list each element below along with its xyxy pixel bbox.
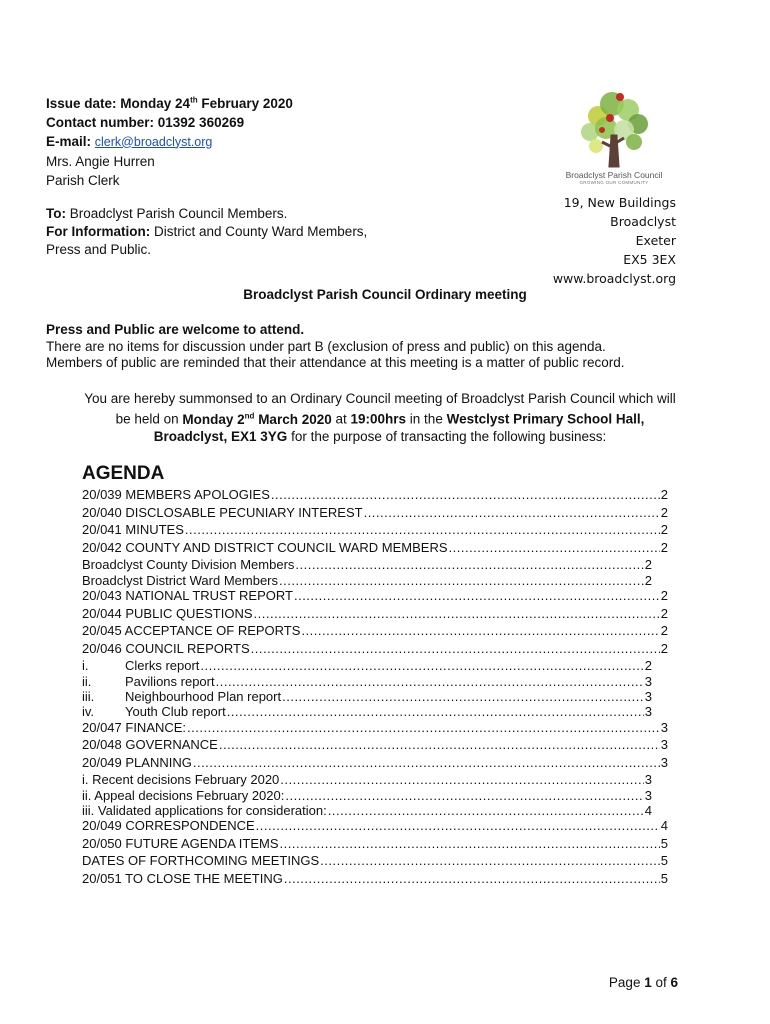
- page-number: Page 1 of 6: [608, 975, 678, 990]
- info-line: For Information: District and County Ward Members,: [46, 224, 368, 239]
- agenda-subitem[interactable]: iii. Validated applications for consideration: ..... 4: [82, 803, 652, 818]
- agenda-subitem[interactable]: iii. Neighbourhood Plan report ..... 3: [82, 689, 652, 704]
- agenda-item[interactable]: 20/049 PLANNING ..... 3: [82, 755, 668, 773]
- tree-trunk-icon: [602, 136, 624, 166]
- press-notice: [46, 322, 625, 372]
- clerk-title: Parish Clerk: [46, 172, 120, 188]
- agenda-item[interactable]: 20/044 PUBLIC QUESTIONS ..... 2: [82, 606, 668, 624]
- recipients: [46, 205, 367, 259]
- agenda-item[interactable]: 20/043 NATIONAL TRUST REPORT ..... 2: [82, 588, 668, 606]
- address-line: 19, New Buildings: [563, 195, 676, 210]
- press-welcome: Press and Public are welcome to attend.: [46, 322, 305, 337]
- agenda-item[interactable]: Broadclyst County Division Members ..... 2: [82, 557, 652, 572]
- meeting-title: Broadclyst Parish Council Ordinary meeting: [243, 287, 527, 302]
- agenda-item[interactable]: 20/047 FINANCE: ..... 3: [82, 720, 668, 738]
- agenda-list: [82, 487, 668, 889]
- agenda-subitem[interactable]: iv. Youth Club report ..... 3: [82, 704, 652, 719]
- agenda-item[interactable]: 20/051 TO CLOSE THE MEETING ..... 5: [82, 871, 668, 889]
- logo-tagline: GROWING OUR COMMUNITY: [579, 180, 649, 185]
- agenda-item[interactable]: Broadclyst District Ward Members ..... 2: [82, 573, 652, 588]
- address-line: Broadclyst: [610, 214, 676, 229]
- address-line: Exeter: [635, 233, 676, 248]
- to-line: To: Broadclyst Parish Council Members.: [46, 206, 288, 221]
- council-address: [553, 193, 676, 288]
- issue-date: Issue date: Monday 24th February 2020: [46, 95, 293, 111]
- summons-line: Broadclyst, EX1 3YG for the purpose of transacting the following business:: [153, 428, 607, 444]
- website[interactable]: www.broadclyst.org: [552, 271, 676, 286]
- email: E-mail: clerk@broadclyst.org: [46, 133, 213, 149]
- summons-line: You are hereby summonsed to an Ordinary Council meeting of Broadclyst Parish Council which will: [84, 391, 676, 406]
- agenda-item[interactable]: 20/048 GOVERNANCE ..... 3: [82, 737, 668, 755]
- clerk-name: Mrs. Angie Hurren: [46, 153, 155, 169]
- summons-line: be held on Monday 2nd March 2020 at 19:00hrs in the Westclyst Primary School Hall,: [115, 411, 645, 427]
- agenda-item[interactable]: 20/040 DISCLOSABLE PECUNIARY INTEREST ..... 2: [82, 505, 668, 523]
- agenda-item[interactable]: 20/045 ACCEPTANCE OF REPORTS ..... 2: [82, 623, 668, 641]
- email-link[interactable]: clerk@broadclyst.org: [94, 134, 213, 149]
- agenda-item[interactable]: 20/050 FUTURE AGENDA ITEMS ..... 5: [82, 836, 668, 854]
- press-line: Members of public are reminded that their attendance at this meeting is a matter of public record.: [46, 355, 625, 370]
- agenda-subitem[interactable]: ii. Pavilions report ..... 3: [82, 674, 652, 689]
- agenda-item[interactable]: 20/049 CORRESPONDENCE ..... 4: [82, 818, 668, 836]
- agenda-item[interactable]: 20/046 COUNCIL REPORTS ..... 2: [82, 641, 668, 659]
- agenda-heading: AGENDA: [82, 463, 165, 484]
- contact-number: Contact number: 01392 360269: [46, 114, 245, 130]
- press-line: There are no items for discussion under part B (exclusion of press and public) on this agenda.: [46, 338, 606, 354]
- agenda-item[interactable]: 20/041 MINUTES ..... 2: [82, 522, 668, 540]
- agenda-item[interactable]: 20/042 COUNTY AND DISTRICT COUNCIL WARD MEMBERS ..... 2: [82, 540, 668, 558]
- summons-paragraph: [40, 390, 720, 445]
- logo-name: Broadclyst Parish Council: [565, 170, 663, 180]
- header-block: [46, 90, 293, 190]
- info-line-2: Press and Public.: [46, 242, 152, 257]
- agenda-item[interactable]: 20/039 MEMBERS APOLOGIES ..... 2: [82, 487, 668, 505]
- agenda-item[interactable]: DATES OF FORTHCOMING MEETINGS ..... 5: [82, 853, 668, 871]
- agenda-subitem[interactable]: ii. Appeal decisions February 2020: ..... 3: [82, 788, 652, 803]
- agenda-subitem[interactable]: i. Recent decisions February 2020 ..... 3: [82, 772, 652, 787]
- address-line: EX5 3EX: [623, 252, 676, 267]
- agenda-subitem[interactable]: i. Clerks report ..... 2: [82, 658, 652, 673]
